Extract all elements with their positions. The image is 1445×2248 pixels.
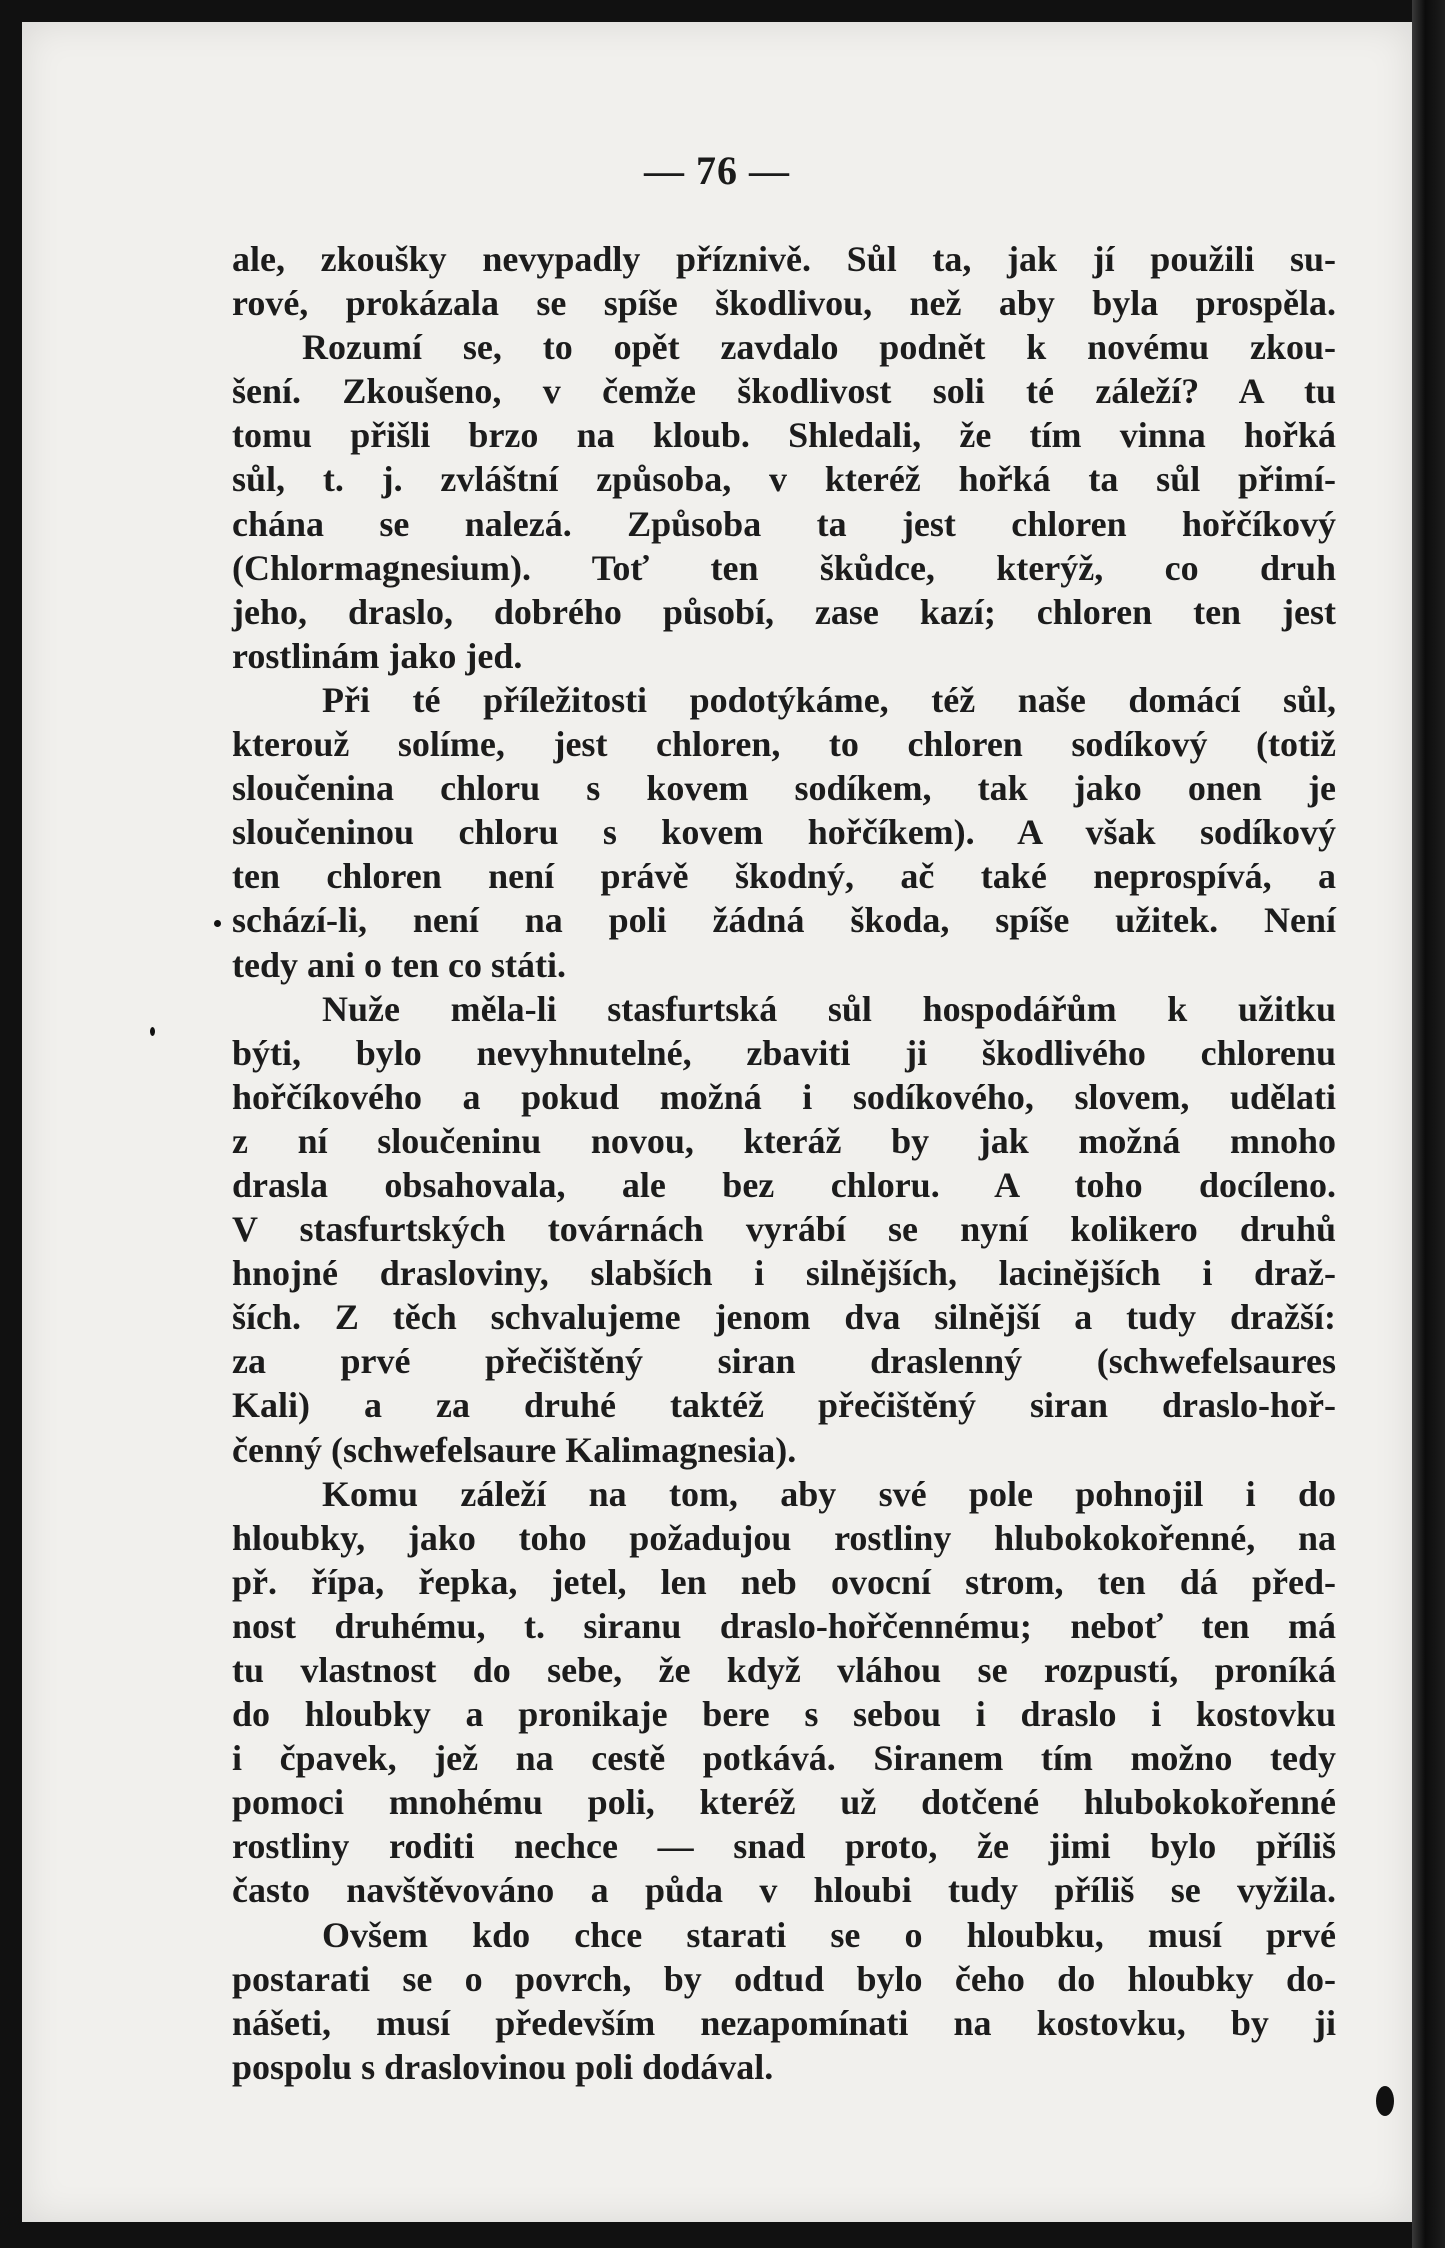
text-line: rové, prokázala se spíše škodlivou, než aby byla prospěla. [232, 283, 1336, 324]
text-line: nost druhému, t. siranu draslo-hořčennému; neboť ten má [232, 1605, 1336, 1646]
text-line: hořčíkového a pokud možná i sodíkového, slovem, udělati [232, 1076, 1336, 1117]
text-line: sůl, t. j. zvláštní způsoba, v kteréž hořká ta sůl přimí- [232, 459, 1336, 500]
text-line: z ní sloučeninu novou, kteráž by jak možná mnoho [232, 1120, 1336, 1161]
text-line: chána se nalezá. Způsoba ta jest chloren hořčíkový [232, 503, 1336, 544]
text-line: ale, zkoušky nevypadly příznivě. Sůl ta, jak jí použili su- [232, 239, 1336, 279]
text-line: rostliny roditi nechce — snad proto, že jimi bylo příliš [232, 1826, 1336, 1867]
text-line: nášeti, musí především nezapomínati na kostovku, by ji [232, 2002, 1336, 2043]
text-line: tu vlastnost do sebe, že když vláhou se rozpustí, proníká [232, 1650, 1336, 1690]
text-line: i čpavek, jež na cestě potkává. Siranem tím možno tedy [232, 1738, 1336, 1779]
page-number: — 76 — [644, 148, 790, 193]
text-line: hloubky, jako toho požadujou rostliny hlubokokořenné, na [232, 1517, 1336, 1558]
text-line: Kali) a za druhé taktéž přečištěný siran draslo-hoř- [232, 1385, 1336, 1426]
text-line: pospolu s draslovinou poli dodával. [232, 2046, 774, 2087]
print-speck [214, 920, 221, 927]
text-line: (Chlormagnesium). Toť ten škůdce, kterýž, co druh [232, 547, 1336, 588]
text-line: schází-li, není na poli žádná škoda, spíše užitek. Není [232, 900, 1336, 941]
text-line: rostlinám jako jed. [232, 635, 523, 676]
text-line: hnojné drasloviny, slabších i silnějších, lacinějších i draž- [232, 1253, 1336, 1294]
text-line: kterouž solíme, jest chloren, to chloren sodíkový (totiž [232, 724, 1336, 765]
text-line: čenný (schwefelsaure Kalimagnesia). [232, 1429, 797, 1470]
text-line: do hloubky a pronikaje bere s sebou i draslo i kostovku [232, 1694, 1336, 1735]
text-line: Při té příležitosti podotýkáme, též naše domácí sůl, [322, 679, 1336, 720]
text-line: Rozumí se, to opět zavdalo podnět k novému zkou- [302, 327, 1336, 368]
text-line: V stasfurtských továrnách vyrábí se nyní kolikero druhů [232, 1209, 1336, 1250]
text-line: Nuže měla-li stasfurtská sůl hospodářům k užitku [322, 988, 1336, 1029]
text-line: sloučenina chloru s kovem sodíkem, tak jako onen je [232, 768, 1336, 809]
text-line: za prvé přečištěný siran draslenný (schwefelsaures [232, 1341, 1336, 1382]
page-edge-shadow [1412, 0, 1445, 2248]
text-line: často navštěvováno a půda v hloubi tudy příliš se vyžila. [232, 1870, 1336, 1911]
print-speck [150, 1027, 155, 1036]
body-text [232, 237, 1336, 2089]
text-line: býti, bylo nevyhnutelné, zbaviti ji škodlivého chlorenu [232, 1032, 1336, 1073]
text-line: ších. Z těch schvalujeme jenom dva silnější a tudy dražší: [232, 1297, 1336, 1338]
print-speck [1376, 2086, 1394, 2116]
text-line: pomoci mnohému poli, kteréž už dotčené hlubokokořenné [232, 1782, 1336, 1823]
book-page [22, 22, 1412, 2222]
text-line: př. řípa, řepka, jetel, len neb ovocní strom, ten dá před- [232, 1561, 1336, 1602]
text-line: sloučeninou chloru s kovem hořčíkem). A však sodíkový [232, 812, 1336, 853]
text-line: šení. Zkoušeno, v čemže škodlivost soli té záleží? A tu [232, 371, 1336, 412]
text-line: Ovšem kdo chce starati se o hloubku, musí prvé [322, 1914, 1336, 1955]
text-line: ten chloren není právě škodný, ač také neprospívá, a [232, 856, 1336, 897]
text-line: postarati se o povrch, by odtud bylo čeho do hloubky do- [232, 1958, 1336, 1999]
text-line: tedy ani o ten co státi. [232, 944, 566, 985]
text-line: tomu přišli brzo na kloub. Shledali, že tím vinna hořká [232, 415, 1336, 456]
text-line: jeho, draslo, dobrého působí, zase kazí; chloren ten jest [232, 591, 1336, 632]
text-line: Komu záleží na tom, aby své pole pohnojil i do [322, 1473, 1336, 1514]
text-line: drasla obsahovala, ale bez chloru. A toho docíleno. [232, 1164, 1336, 1205]
